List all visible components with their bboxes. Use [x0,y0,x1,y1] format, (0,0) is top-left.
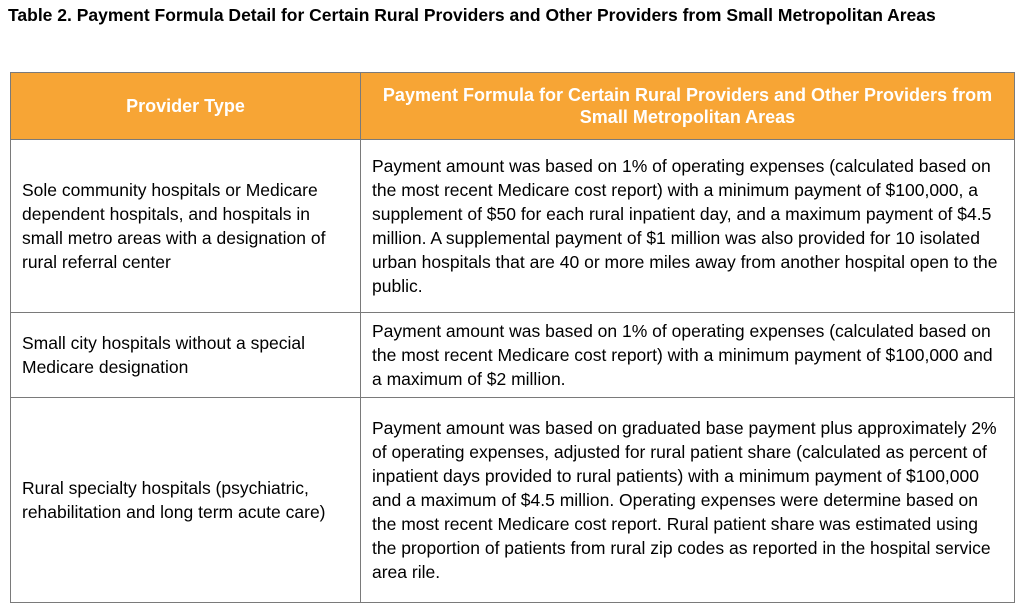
provider-type-cell: Small city hospitals without a special Medicare designation [11,313,361,398]
payment-formula-cell: Payment amount was based on 1% of operating expenses (calculated based on the most recent Medicare cost report) with a minimum payment of $100,000, a supplement of $50 for each rural inpatient day, and a maximum payment of $4.5 million. A supplemental payment of $1 million was also provided for 10 isolated urban hospitals that are 40 or more miles away from another hospital open to the public. [361,140,1015,313]
table-header [11,73,1015,140]
payment-formula-table [10,72,1015,603]
header-payment-formula: Payment Formula for Certain Rural Providers and Other Providers from Small Metropolitan Areas [361,73,1015,140]
payment-formula-cell: Payment amount was based on 1% of operating expenses (calculated based on the most recent Medicare cost report) with a minimum payment of $100,000 and a maximum of $2 million. [361,313,1015,398]
table-row [11,140,1015,313]
table-row [11,313,1015,398]
table-row [11,398,1015,603]
table-body [11,140,1015,603]
provider-type-cell: Rural specialty hospitals (psychiatric, rehabilitation and long term acute care) [11,398,361,603]
payment-formula-cell: Payment amount was based on graduated base payment plus approximately 2% of operating expenses, adjusted for rural patient share (calculated as percent of inpatient days provided to rural patients) with a minimum payment of $100,000 and a maximum of $4.5 million. Operating expenses were determine based on the most recent Medicare cost report. Rural patient share was estimated using the proportion of patients from rural zip codes as reported in the hospital service area rile. [361,398,1015,603]
header-provider-type: Provider Type [11,73,361,140]
table-caption: Table 2. Payment Formula Detail for Certain Rural Providers and Other Providers from Small Metropolitan Areas [8,5,936,25]
header-row [11,73,1015,140]
provider-type-cell: Sole community hospitals or Medicare dependent hospitals, and hospitals in small metro areas with a designation of rural referral center [11,140,361,313]
